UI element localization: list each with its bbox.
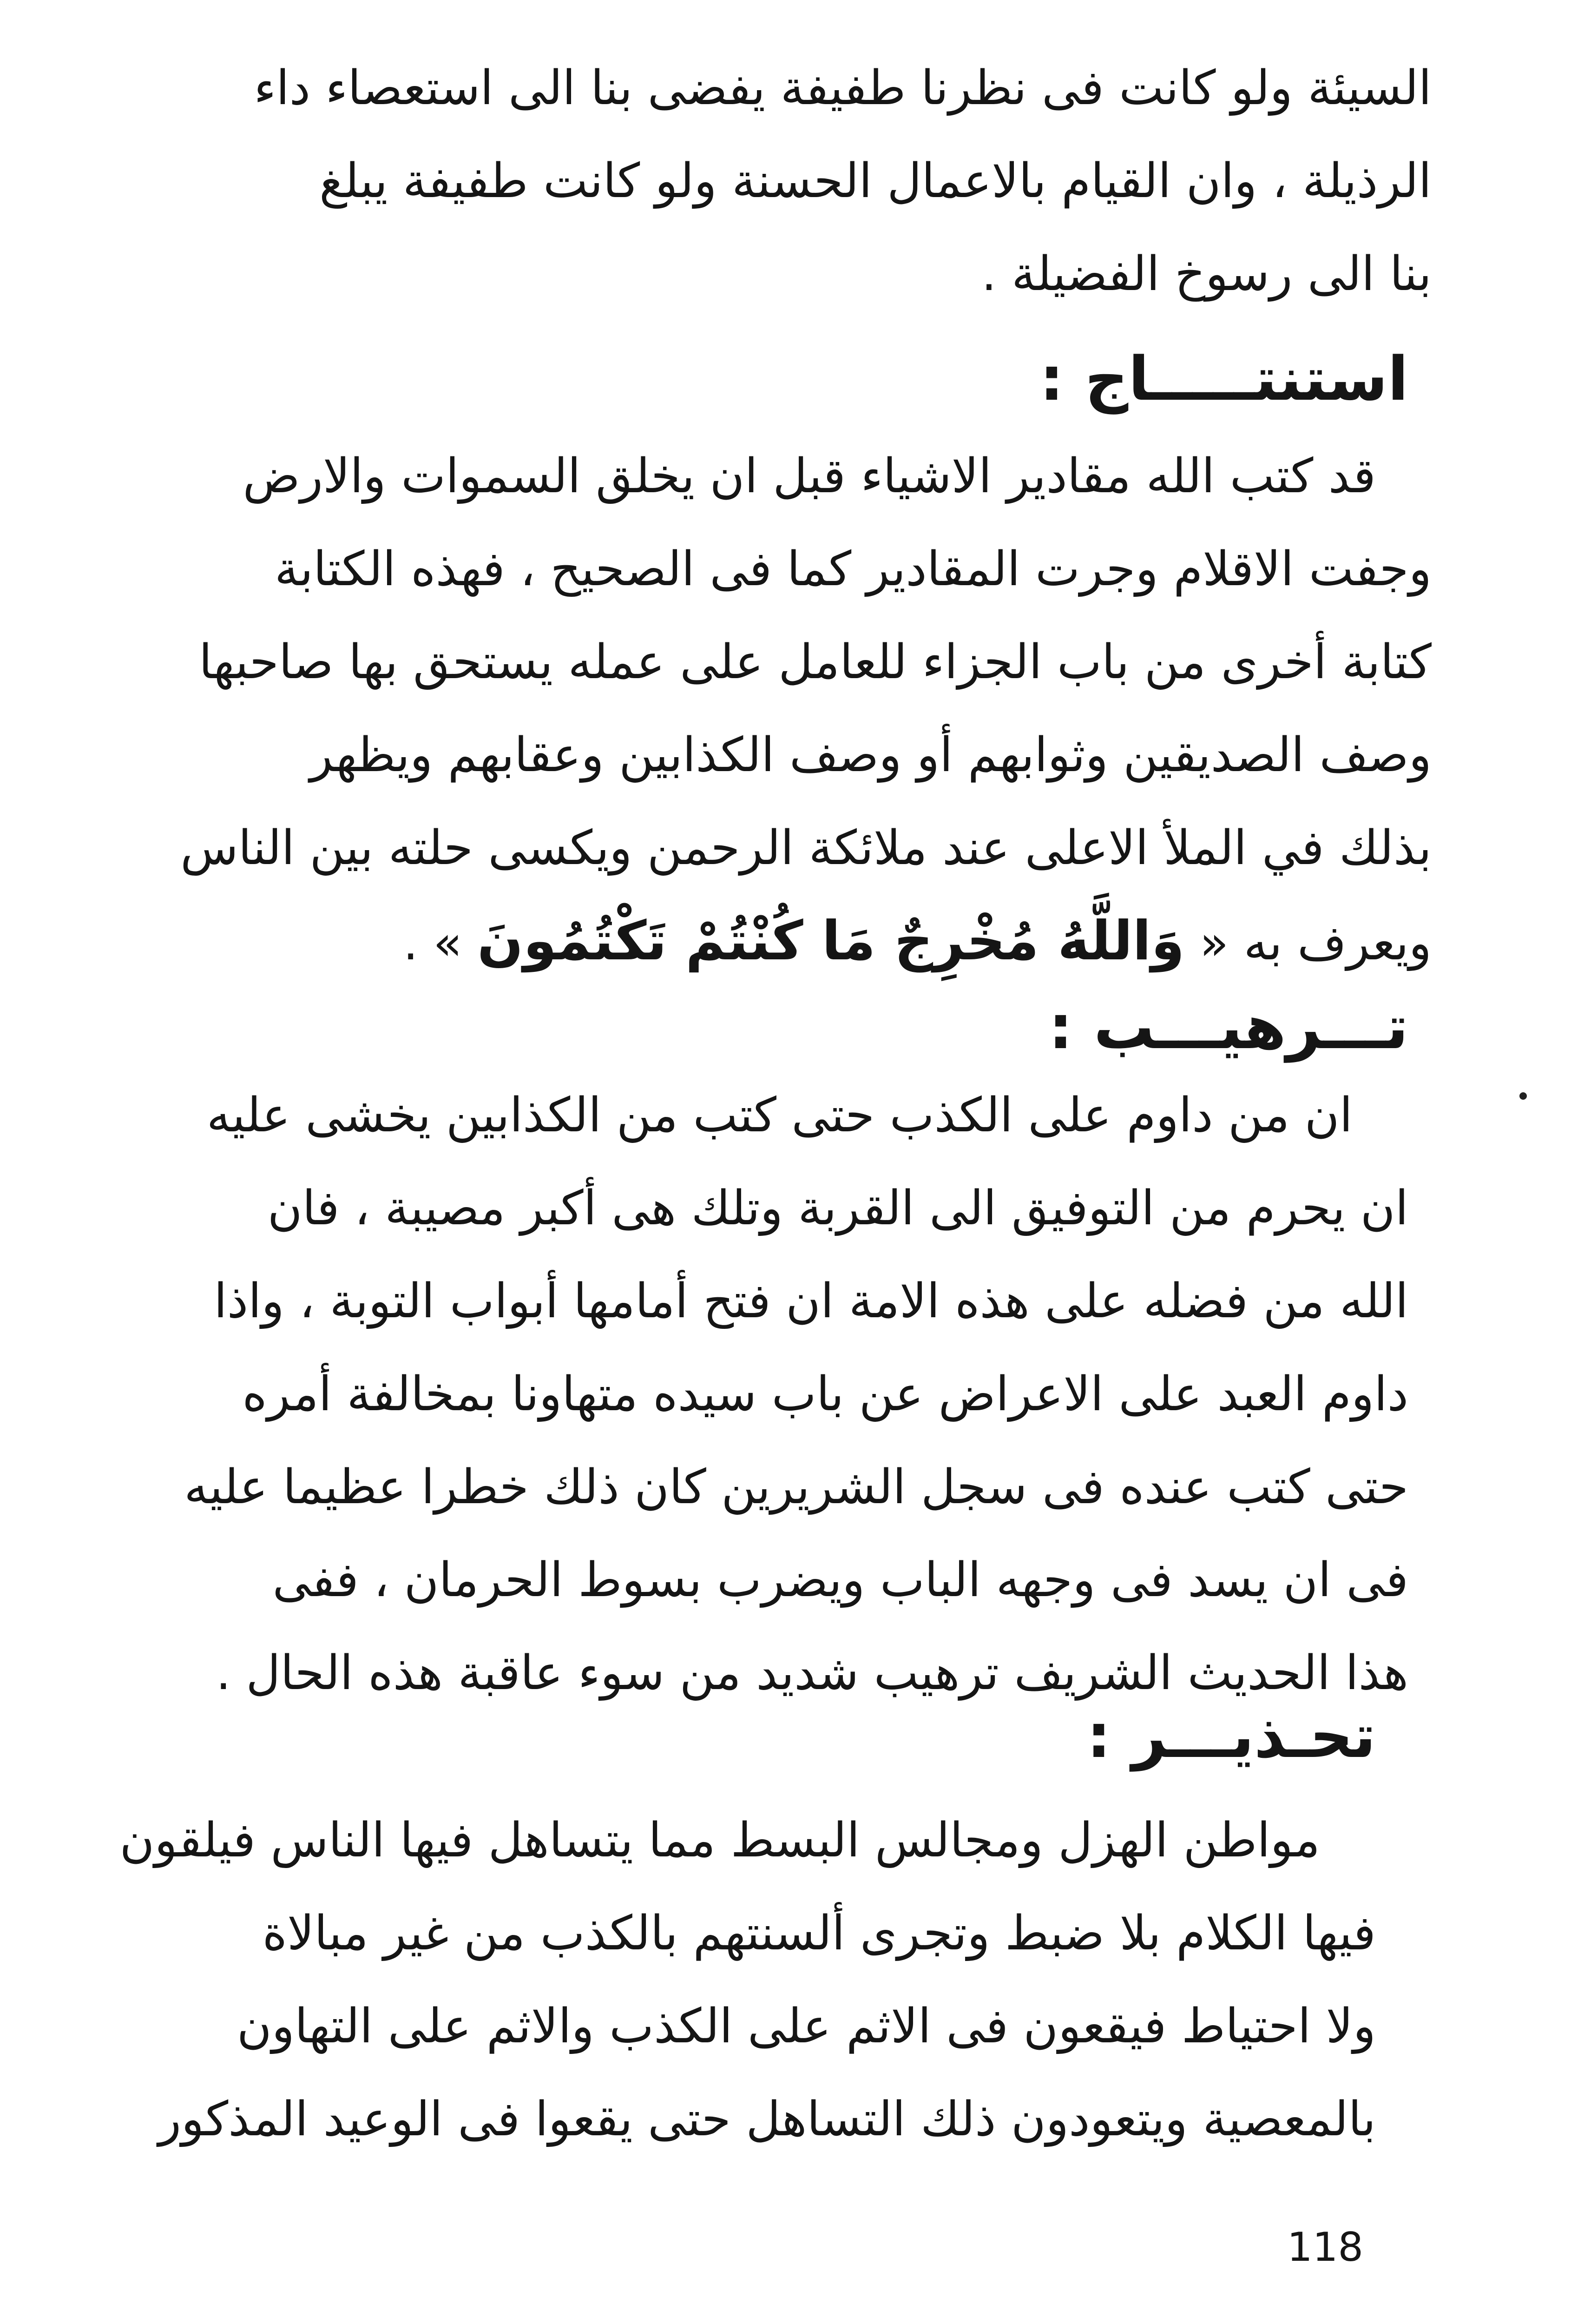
- ayah-open-quote: ويعرف به «: [1199, 916, 1432, 971]
- warning-paragraph: [119, 1794, 1376, 2166]
- print-speck: [1519, 1092, 1527, 1100]
- section-heading-conclusion: استنتـــــاج :: [1039, 343, 1408, 414]
- text-line: داوم العبد على الاعراض عن باب سيده متهاونا بمخالفة أمره: [242, 1367, 1408, 1422]
- ayah-close-quote: » .: [403, 916, 462, 971]
- text-line: بنا الى رسوخ الفضيلة .: [981, 246, 1432, 302]
- text-line: بالمعصية ويتعودون ذلك التساهل حتى يقعوا فى الوعيد المذكور: [158, 2092, 1376, 2147]
- text-line: وجفت الاقلام وجرت المقادير كما فى الصحيح ، فهذه الكتابة: [275, 541, 1432, 597]
- text-line: ولا احتياط فيقعون فى الاثم على الكذب والاثم على التهاون: [237, 1999, 1376, 2054]
- text-line-with-ayah: [131, 895, 1432, 988]
- text-line: ان من داوم على الكذب حتى كتب من الكذابين يخشى عليه: [206, 1088, 1353, 1143]
- text-line: مواطن الهزل ومجالس البسط مما يتساهل فيها الناس فيلقون: [119, 1813, 1320, 1868]
- text-line: ان يحرم من التوفيق الى القربة وتلك هى أكبر مصيبة ، فان: [267, 1181, 1408, 1236]
- text-line: كتابة أخرى من باب الجزاء للعامل على عمله يستحق بها صاحبها: [199, 634, 1432, 690]
- text-line: فيها الكلام بلا ضبط وتجرى ألسنتهم بالكذب من غير مبالاة: [262, 1906, 1376, 1961]
- text-line: حتى كتب عنده فى سجل الشريرين كان ذلك خطرا عظيما عليه: [184, 1459, 1408, 1515]
- section-heading-intimidation: تـــرهيـــب :: [1048, 992, 1408, 1063]
- text-line: الله من فضله على هذه الامة ان فتح أمامها أبواب التوبة ، واذا: [214, 1274, 1408, 1329]
- section-heading-warning: تحـذيـــر :: [1086, 1701, 1376, 1771]
- text-line: وصف الصديقين وثوابهم أو وصف الكذابين وعقابهم ويظهر: [309, 727, 1432, 783]
- intimidation-paragraph: [145, 1069, 1408, 1720]
- text-line: بذلك في الملأ الاعلى عند ملائكة الرحمن ويكسى حلته بين الناس: [180, 820, 1432, 876]
- text-line: فى ان يسد فى وجهه الباب ويضرب بسوط الحرمان ، ففى: [272, 1552, 1408, 1608]
- text-line: السيئة ولو كانت فى نظرنا طفيفة يفضى بنا الى استعصاء داء: [254, 60, 1432, 116]
- text-line: هذا الحديث الشريف ترهيب شديد من سوء عاقبة هذه الحال .: [216, 1645, 1408, 1701]
- text-line: قد كتب الله مقادير الاشياء قبل ان يخلق السموات والارض: [243, 449, 1376, 504]
- quran-verse: وَاللَّهُ مُخْرِجٌ مَا كُنْتُمْ تَكْتُمُونَ: [477, 910, 1185, 972]
- intro-paragraph: [131, 42, 1432, 321]
- page-number: 118: [1287, 2224, 1364, 2271]
- text-line: الرذيلة ، وان القيام بالاعمال الحسنة ولو كانت طفيفة يبلغ: [319, 153, 1432, 209]
- conclusion-paragraph: [131, 430, 1432, 988]
